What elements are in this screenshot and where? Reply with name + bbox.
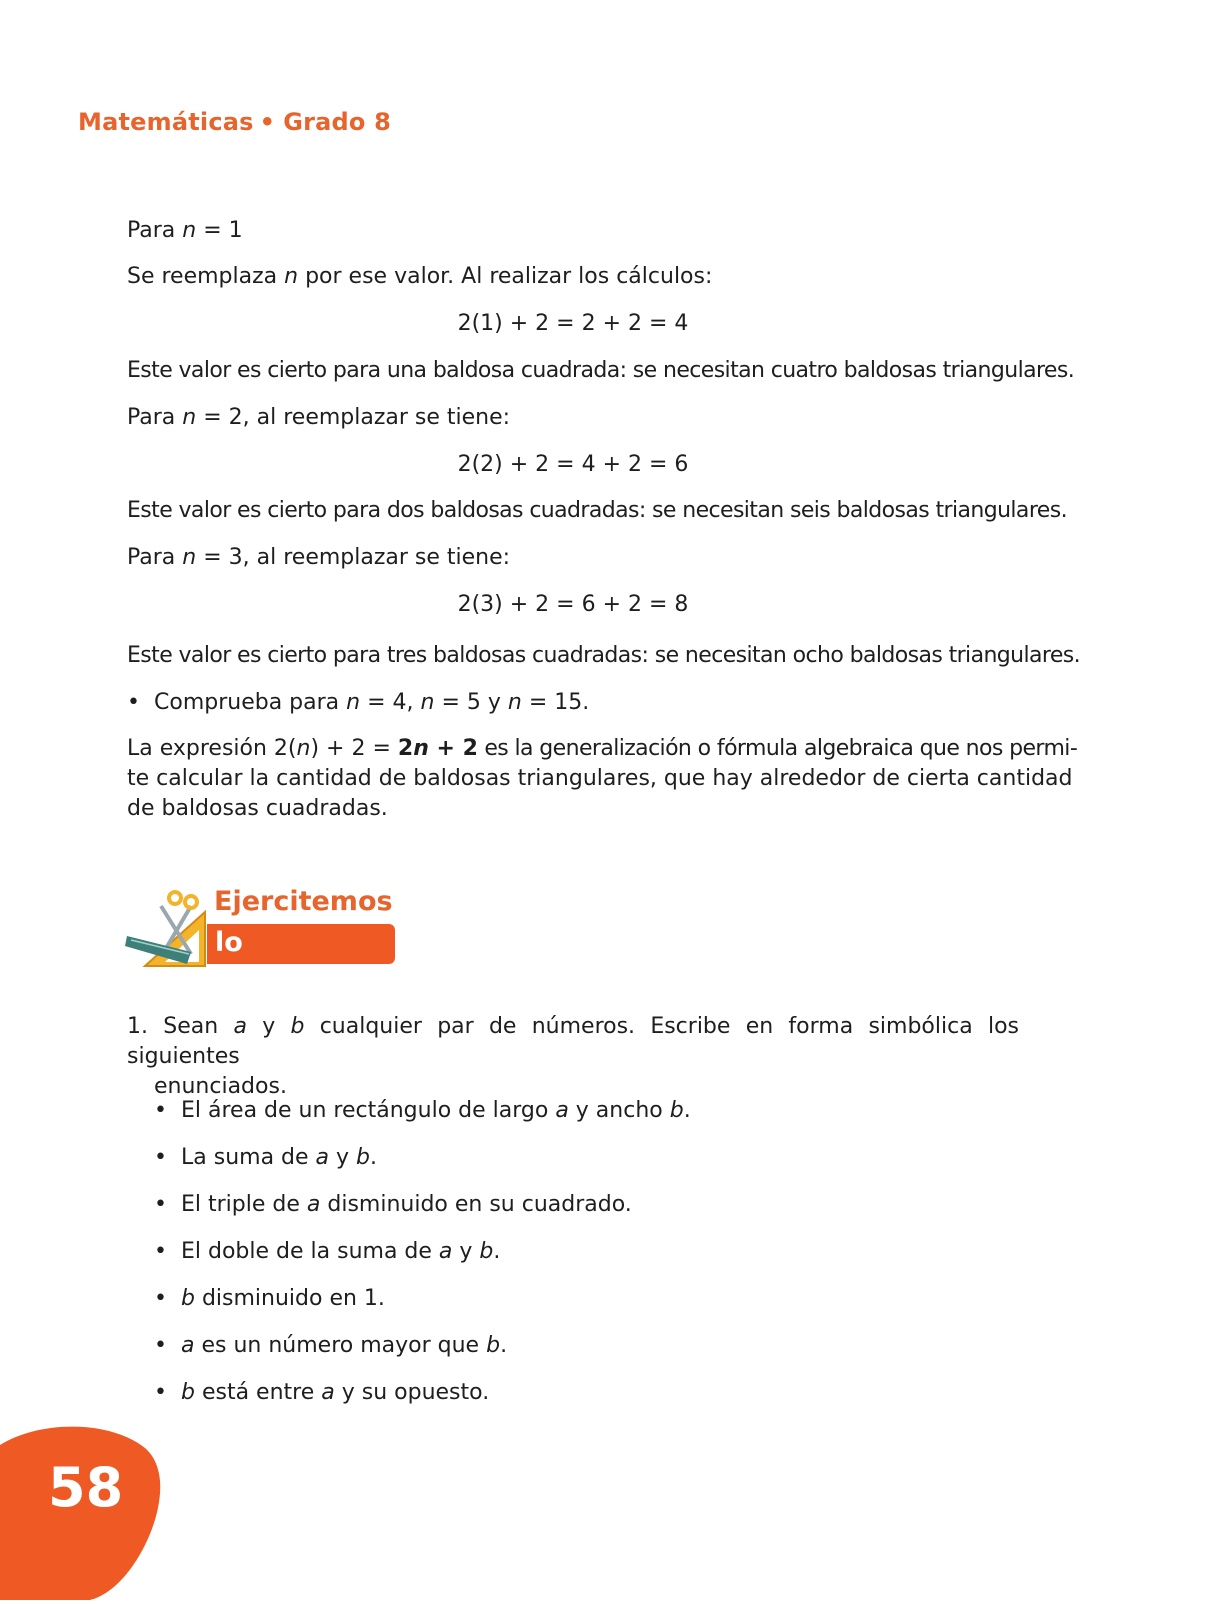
subject-label: Matemáticas [78,108,254,136]
bullet: • [154,1192,167,1217]
bullet: • [127,690,140,715]
equation-1: 2(1) + 2 = 2 + 2 = 4 [457,311,689,336]
generalization-line-1: La expresión 2(n) + 2 = 2n + 2 es la generalización o fórmula algebraica que nos permi- [127,736,1078,761]
list-item: • La suma de a y b. [154,1145,378,1170]
list-item: • a es un número mayor que b. [154,1333,508,1358]
exercise-statement: 1. Sean a y b cualquier par de números. Escribe en forma simbólica los siguientes [127,1014,1019,1069]
bullet: • [154,1098,167,1123]
badge-subtitle: lo aprendido [207,924,395,964]
formula-bold: 2n + 2 [397,736,478,761]
bullet: • [154,1333,167,1358]
list-item: • b disminuido en 1. [154,1286,385,1311]
result-text-2: Este valor es cierto para dos baldosas cuadradas: se necesitan seis baldosas triangulares. [127,498,1067,523]
list-item: • El doble de la suma de a y b. [154,1239,501,1264]
exercise-1 [127,1012,1019,1102]
page-header [78,108,391,136]
result-text-1: Este valor es cierto para una baldosa cuadrada: se necesitan cuatro baldosas triangulares. [127,358,1075,383]
list-item: • b está entre a y su opuesto. [154,1380,490,1405]
bullet: • [154,1380,167,1405]
check-bullet: • Comprueba para n = 4, n = 5 y n = 15. [127,688,589,718]
ruler-scissors-icon [125,884,215,974]
page-number-badge [0,1420,170,1600]
bullet: • [154,1286,167,1311]
generalization-line-2: te calcular la cantidad de baldosas triangulares, que hay alrededor de cierta cantidad [127,766,1073,791]
grade-label: Grado 8 [283,108,392,136]
case-n2: Para n = 2, al reemplazar se tiene: [127,405,511,430]
exercise-badge [125,884,405,996]
case-n1: Para n = 1 [127,218,243,243]
header-separator: • [259,108,276,136]
exercise-statement-cont: enunciados. [154,1074,287,1099]
badge-title: Ejercitemos [214,886,393,917]
page-number: 58 [48,1456,124,1519]
generalization-line-3: de baldosas cuadradas. [127,796,388,821]
result-text-3: Este valor es cierto para tres baldosas cuadradas: se necesitan ocho baldosas triangulares. [127,643,1081,668]
replace-text: Se reemplaza n por ese valor. Al realizar los cálculos: [127,264,713,289]
case-n3: Para n = 3, al reemplazar se tiene: [127,545,511,570]
equation-2: 2(2) + 2 = 4 + 2 = 6 [457,452,689,477]
equation-3: 2(3) + 2 = 6 + 2 = 8 [457,592,689,617]
list-item: • El triple de a disminuido en su cuadrado. [154,1192,632,1217]
bullet: • [154,1239,167,1264]
list-item: • El área de un rectángulo de largo a y ancho b. [154,1098,691,1123]
bullet: • [154,1145,167,1170]
